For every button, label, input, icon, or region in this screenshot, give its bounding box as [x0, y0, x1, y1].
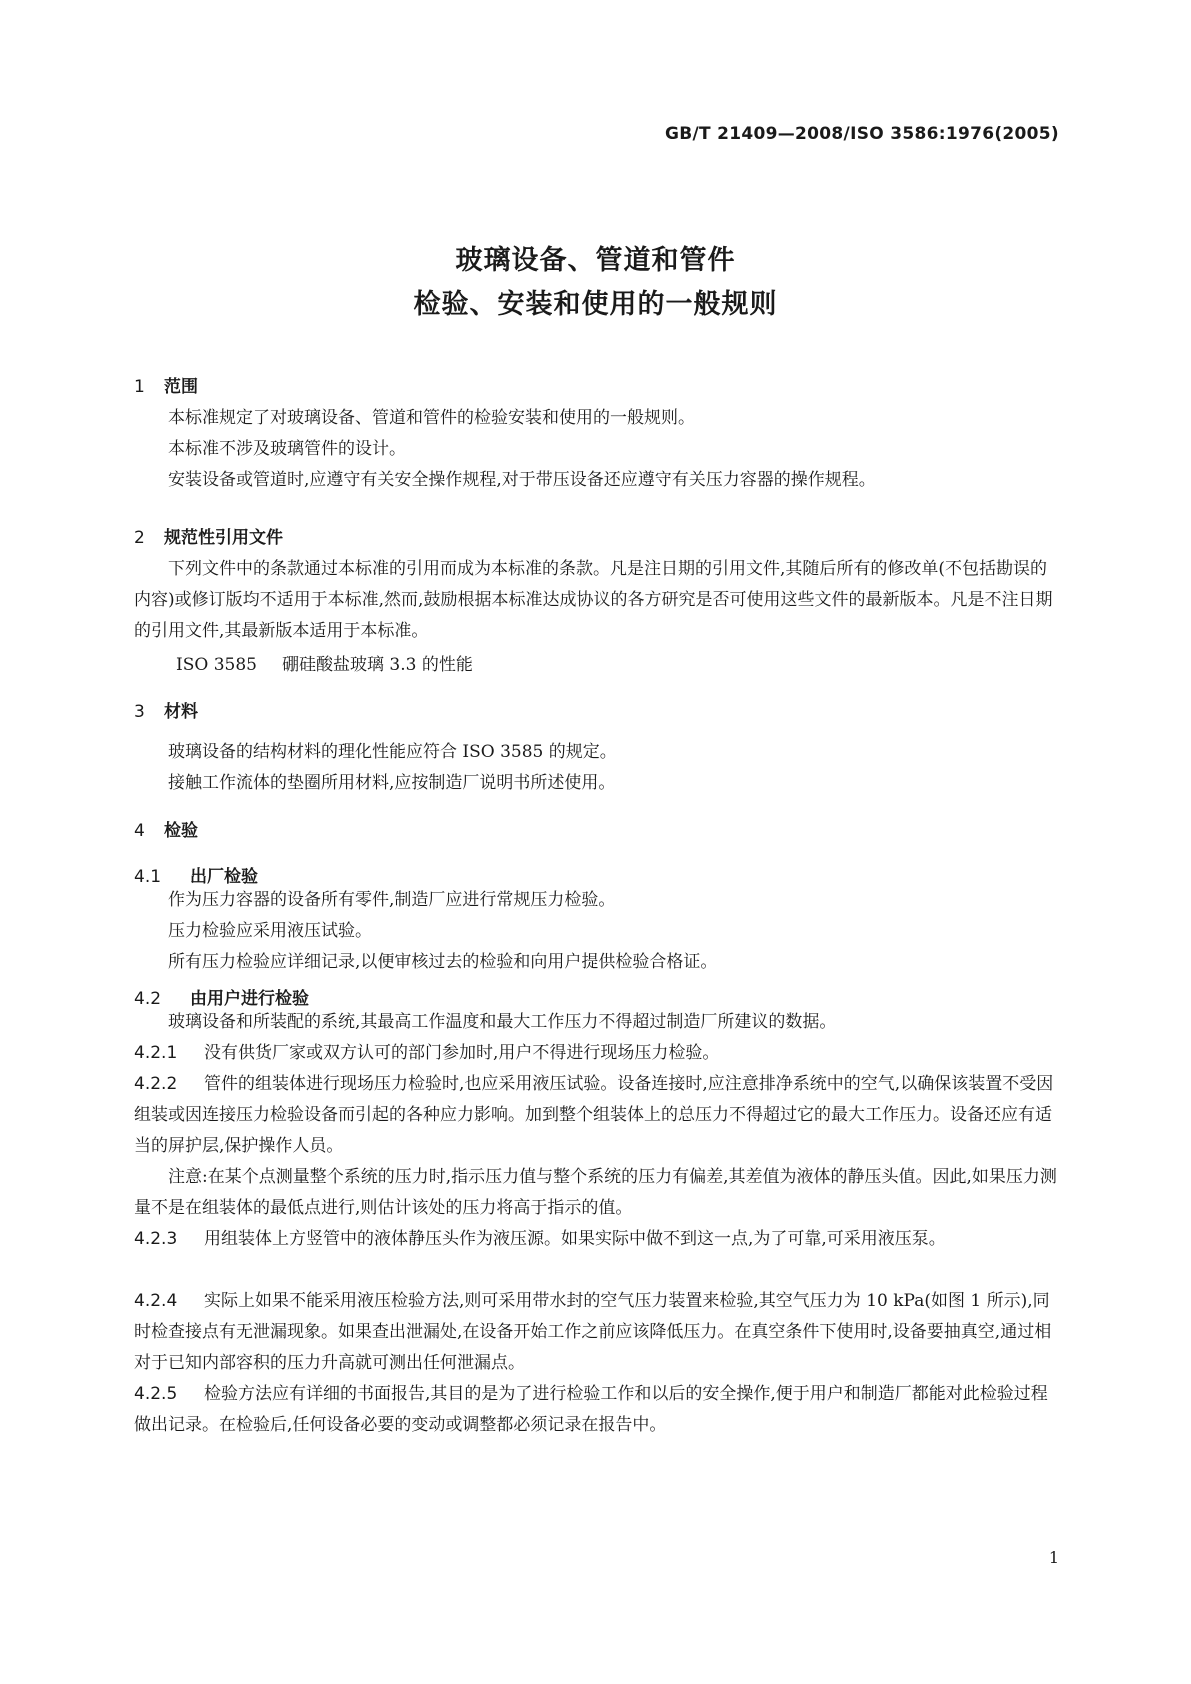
subsection-4-1-paragraph-1: 作为压力容器的设备所有零件,制造厂应进行常规压力检验。 [168, 890, 616, 910]
section-3-title: 材料 [164, 702, 198, 722]
clause-4-2-3 [134, 1224, 1062, 1255]
section-1-paragraph-2: 本标准不涉及玻璃管件的设计。 [168, 439, 406, 459]
clause-4-2-2-text: 管件的组装体进行现场压力检验时,也应采用液压试验。设备连接时,应注意排净系统中的空气,以确保该装置不受因组装或因连接压力检验设备而引起的各种应力影响。加到整个组装体上的总压力不得超过它的最大工作压力。设备还应有适当的屏护层,保护操作人员。 [134, 1074, 1054, 1156]
section-4-heading [134, 816, 198, 841]
section-2-heading [134, 523, 283, 548]
clause-4-2-1-number: 4.2.1 [134, 1043, 178, 1063]
section-1-paragraph-3: 安装设备或管道时,应遵守有关安全操作规程,对于带压设备还应遵守有关压力容器的操作规程。 [168, 470, 876, 490]
standard-code: GB/T 21409—2008/ISO 3586:1976(2005) [664, 124, 1059, 144]
section-3-paragraph-1: 玻璃设备的结构材料的理化性能应符合 ISO 3585 的规定。 [168, 742, 617, 762]
section-4-title: 检验 [164, 821, 198, 841]
section-4-number: 4 [134, 821, 145, 841]
clause-4-2-1-text: 没有供货厂家或双方认可的部门参加时,用户不得进行现场压力检验。 [204, 1043, 720, 1063]
clause-4-2-4-text: 实际上如果不能采用液压检验方法,则可采用带水封的空气压力装置来检验,其空气压力为 10 kPa(如图 1 所示),同时检查接点有无泄漏现象。如果查出泄漏处,在设备开始工作之前应该降低压力。在真空条件下使用时,设备要抽真空,通过相对于已知内部容积的压力升高就可测出任何泄漏点。 [134, 1291, 1052, 1373]
document-title-line1: 玻璃设备、管道和管件 [455, 245, 736, 276]
section-2-number: 2 [134, 528, 145, 548]
subsection-4-1-heading [134, 862, 258, 887]
clause-4-2-3-number: 4.2.3 [134, 1229, 178, 1249]
clause-4-2-1 [134, 1038, 1062, 1069]
clause-4-2-5-number: 4.2.5 [134, 1384, 178, 1404]
page-number: 1 [1048, 1548, 1059, 1567]
clause-4-2-5 [134, 1379, 1062, 1441]
section-3-paragraph-2: 接触工作流体的垫圈所用材料,应按制造厂说明书所述使用。 [168, 773, 616, 793]
section-1-number: 1 [134, 377, 145, 397]
subsection-4-2-heading [134, 984, 309, 1009]
subsection-4-2-paragraph-1: 玻璃设备和所装配的系统,其最高工作温度和最大工作压力不得超过制造厂所建议的数据。 [168, 1012, 837, 1032]
subsection-4-1-number: 4.1 [134, 867, 162, 887]
subsection-4-2-number: 4.2 [134, 989, 162, 1009]
clause-4-2-2-note: 注意:在某个点测量整个系统的压力时,指示压力值与整个系统的压力有偏差,其差值为液体的静压头值。因此,如果压力测量不是在组装体的最低点进行,则估计该处的压力将高于指示的值。 [134, 1167, 1057, 1218]
subsection-4-1-paragraph-3: 所有压力检验应详细记录,以便审核过去的检验和向用户提供检验合格证。 [168, 952, 718, 972]
section-2-paragraph-1: 下列文件中的条款通过本标准的引用而成为本标准的条款。凡是注日期的引用文件,其随后所有的修改单(不包括勘误的内容)或修订版均不适用于本标准,然而,鼓励根据本标准达成协议的各方研究是否可使用这些文件的最新版本。凡是不注日期的引用文件,其最新版本适用于本标准。 [134, 559, 1053, 641]
section-1-title: 范围 [164, 377, 198, 397]
clause-4-2-5-text: 检验方法应有详细的书面报告,其目的是为了进行检验工作和以后的安全操作,便于用户和制造厂都能对此检验过程做出记录。在检验后,任何设备必要的变动或调整都必须记录在报告中。 [134, 1384, 1048, 1435]
normative-reference [176, 650, 473, 675]
section-3-heading [134, 697, 198, 722]
section-3-number: 3 [134, 702, 145, 722]
reference-title: 硼硅酸盐玻璃 3.3 的性能 [282, 655, 473, 675]
section-1-paragraph-1: 本标准规定了对玻璃设备、管道和管件的检验安装和使用的一般规则。 [168, 408, 695, 428]
subsection-4-1-title: 出厂检验 [190, 867, 258, 887]
clause-4-2-3-text: 用组装体上方竖管中的液体静压头作为液压源。如果实际中做不到这一点,为了可靠,可采用液压泵。 [204, 1229, 946, 1249]
clause-4-2-4-number: 4.2.4 [134, 1291, 178, 1311]
clause-4-2-2-number: 4.2.2 [134, 1074, 178, 1094]
reference-code: ISO 3585 [176, 655, 257, 675]
subsection-4-1-paragraph-2: 压力检验应采用液压试验。 [168, 921, 372, 941]
document-title-line2: 检验、安装和使用的一般规则 [413, 289, 778, 320]
subsection-4-2-title: 由用户进行检验 [190, 989, 309, 1009]
clause-4-2-2 [134, 1069, 1062, 1162]
section-1-heading [134, 372, 198, 397]
clause-4-2-4 [134, 1286, 1062, 1379]
section-2-title: 规范性引用文件 [164, 528, 283, 548]
